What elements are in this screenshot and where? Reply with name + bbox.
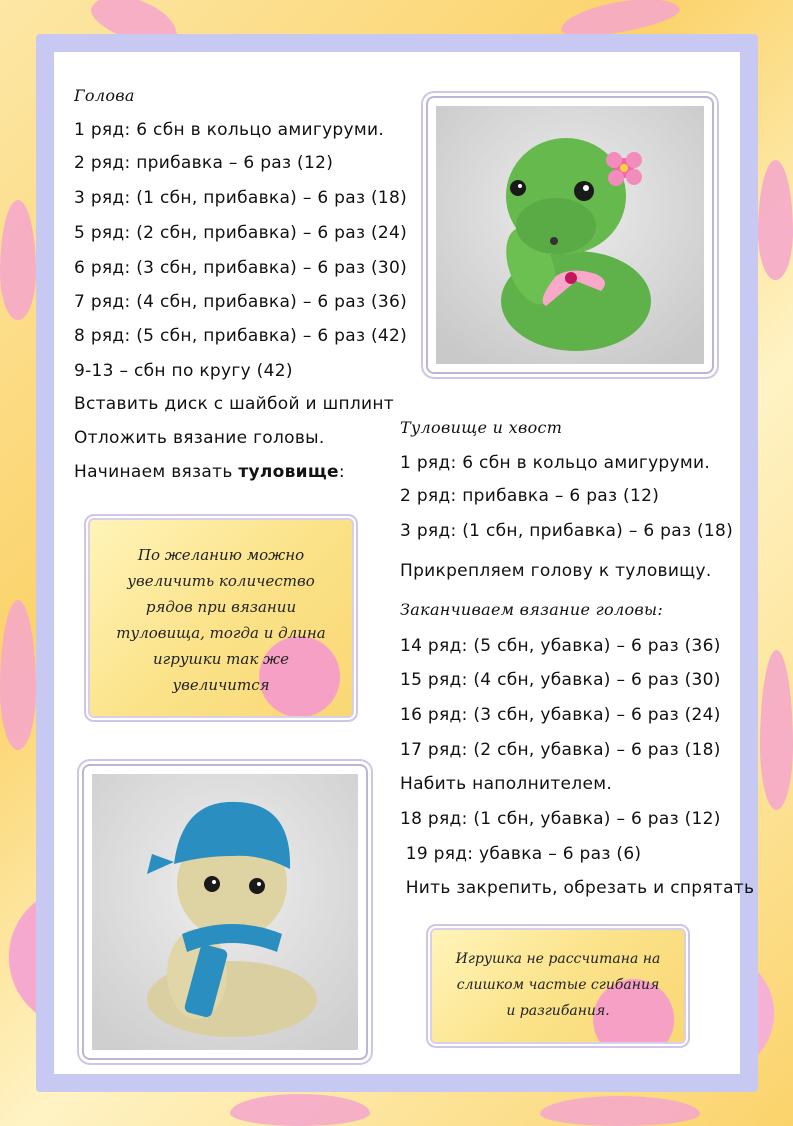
tip-note-length (90, 520, 352, 716)
decor-petal (758, 160, 793, 280)
finish-row: 19 ряд: убавка – 6 раз (6) (400, 844, 642, 864)
finish-row: Набить наполнителем. (400, 774, 613, 794)
continue-suffix: : (338, 462, 345, 482)
head-row: Вставить диск с шайбой и шплинт (74, 394, 395, 414)
tip-line: и разгибания. (506, 1003, 610, 1019)
head-row: 3 ряд: (1 сбн, прибавка) – 6 раз (18) (74, 188, 408, 208)
decor-petal (540, 1096, 700, 1126)
tip-line: По желанию можно (137, 546, 305, 564)
body-row: Прикрепляем голову к туловищу. (400, 561, 712, 581)
tip-line: увеличится (172, 676, 270, 694)
head-row: 6 ряд: (3 сбн, прибавка) – 6 раз (30) (74, 258, 408, 278)
body-row: 2 ряд: прибавка – 6 раз (12) (400, 486, 660, 506)
head-row: 9-13 – сбн по кругу (42) (74, 361, 293, 381)
finish-row: 15 ряд: (4 сбн, убавка) – 6 раз (30) (400, 670, 721, 690)
head-title: Голова (74, 86, 135, 105)
blue-hat-toy-drawing (92, 774, 358, 1050)
tip-line: игрушки так же (153, 650, 289, 668)
head-continue-line (74, 462, 345, 482)
continue-bold: туловище (238, 462, 339, 482)
tip-line: туловища, тогда и длина (116, 624, 326, 642)
decor-petal (0, 600, 36, 750)
body-row: 1 ряд: 6 сбн в кольцо амигуруми. (400, 453, 711, 473)
photo-green-toy (428, 98, 712, 372)
decor-petal (760, 650, 793, 810)
body-row: 3 ряд: (1 сбн, прибавка) – 6 раз (18) (400, 521, 734, 541)
tip-line: увеличить количество (127, 572, 315, 590)
finish-row: 17 ряд: (2 сбн, убавка) – 6 раз (18) (400, 740, 721, 760)
tip-note-bending (432, 930, 684, 1042)
head-row: 8 ряд: (5 сбн, прибавка) – 6 раз (42) (74, 326, 408, 346)
tip-line: Игрушка не рассчитана на (455, 951, 661, 967)
photo-green-toy-image (436, 106, 704, 364)
head-row: 2 ряд: прибавка – 6 раз (12) (74, 153, 334, 173)
photo-blue-hat-toy-image (92, 774, 358, 1050)
green-toy-drawing (436, 106, 704, 364)
finish-row: Нить закрепить, обрезать и спрятать (400, 878, 755, 898)
head-row: Отложить вязание головы. (74, 428, 325, 448)
finish-row: 16 ряд: (3 сбн, убавка) – 6 раз (24) (400, 705, 721, 725)
photo-blue-hat-toy (84, 766, 366, 1058)
head-row: 1 ряд: 6 сбн в кольцо амигуруми. (74, 120, 385, 140)
decor-petal (230, 1094, 370, 1126)
finish-title: Заканчиваем вязание головы: (400, 600, 664, 619)
finish-row: 14 ряд: (5 сбн, убавка) – 6 раз (36) (400, 636, 721, 656)
body-title: Туловище и хвост (400, 418, 563, 437)
finish-row: 18 ряд: (1 сбн, убавка) – 6 раз (12) (400, 809, 721, 829)
tip-line: слишком частые сгибания (456, 977, 660, 993)
continue-prefix: Начинаем вязать (74, 462, 239, 482)
tip-line: рядов при вязании (145, 598, 297, 616)
head-row: 7 ряд: (4 сбн, прибавка) – 6 раз (36) (74, 292, 408, 312)
decor-petal (0, 200, 36, 320)
head-row: 5 ряд: (2 сбн, прибавка) – 6 раз (24) (74, 223, 408, 243)
